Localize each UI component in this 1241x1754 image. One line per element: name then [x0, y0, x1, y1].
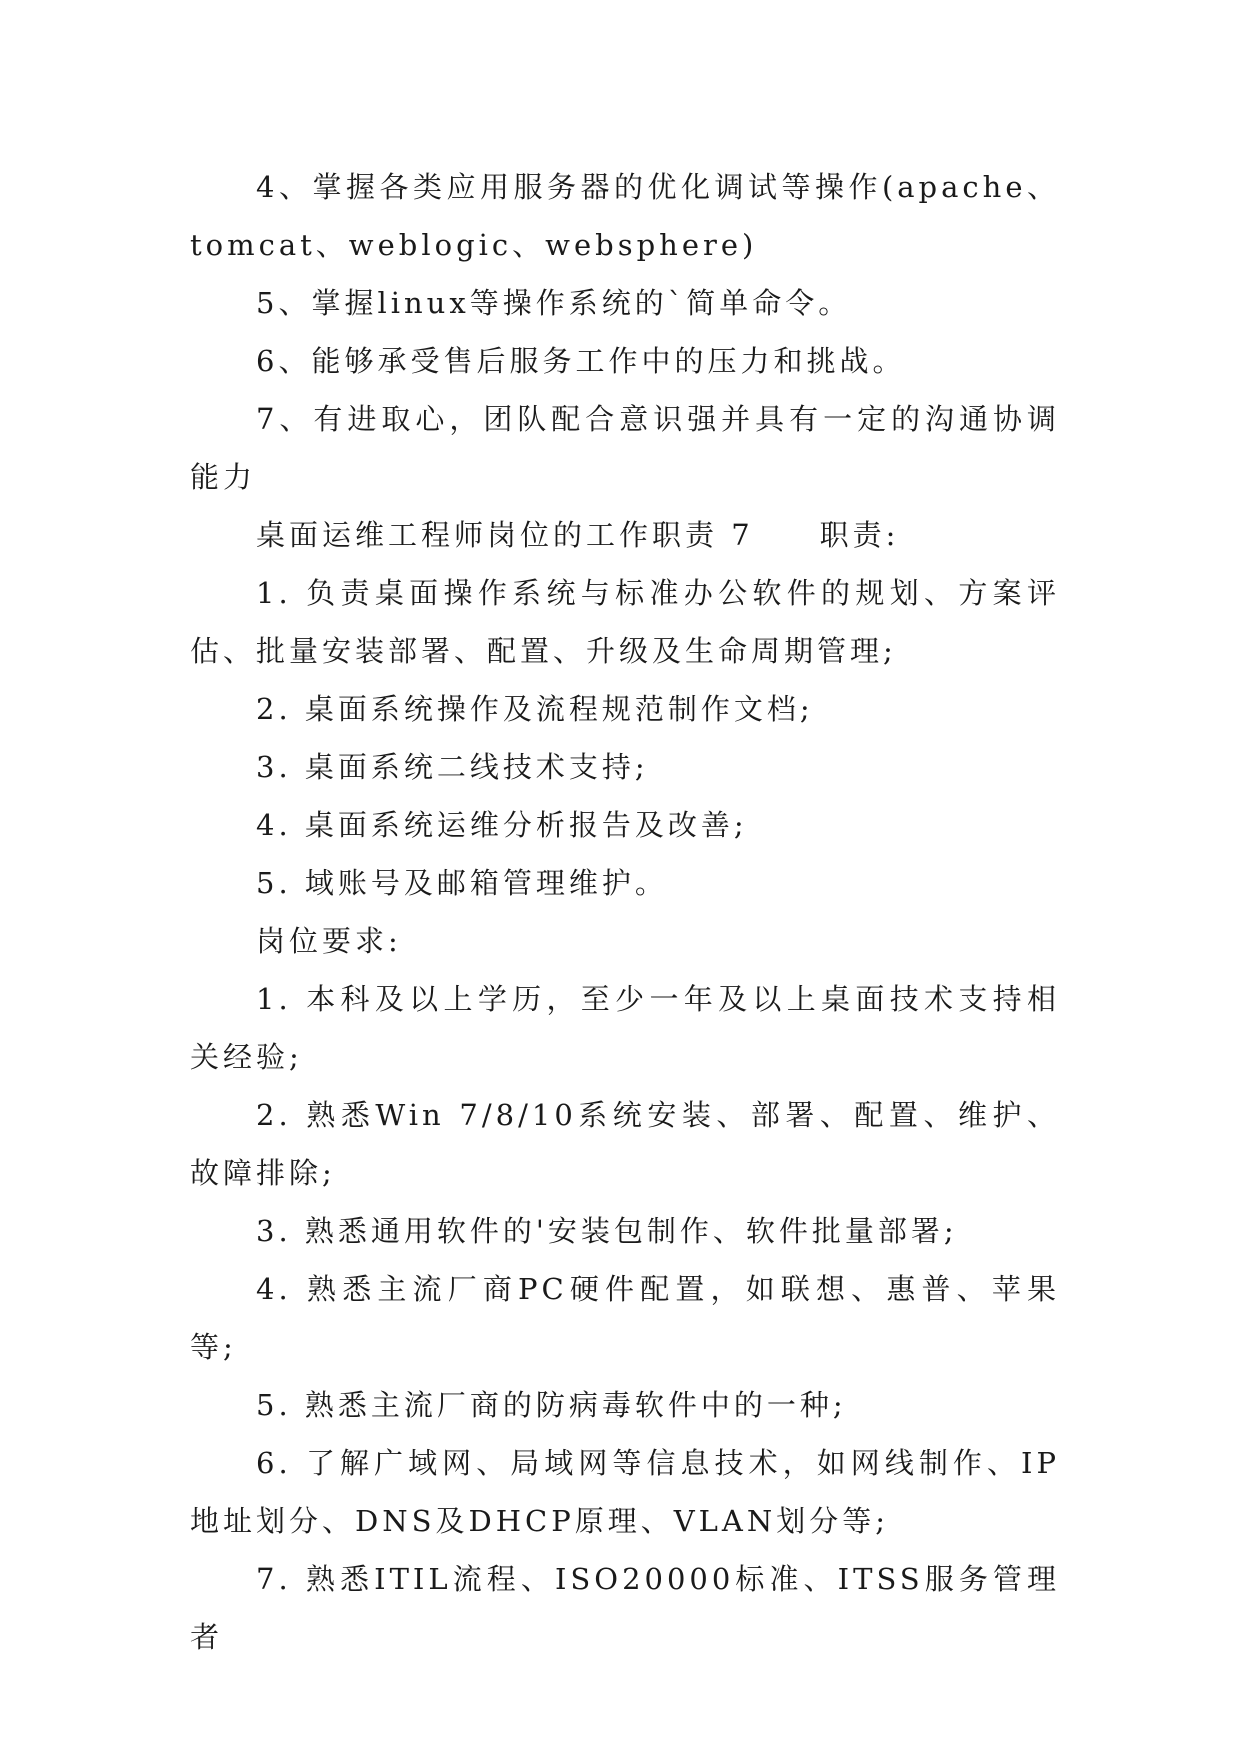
- paragraph-duty-5: 5. 域账号及邮箱管理维护。: [256, 866, 668, 900]
- paragraph-duty-3: 3. 桌面系统二线技术支持;: [256, 750, 649, 784]
- paragraph-req-5: 5、掌握linux等操作系统的`简单命令。: [256, 286, 852, 320]
- paragraph-duty-4: 4. 桌面系统运维分析报告及改善;: [256, 808, 748, 842]
- paragraph-requirement-7: 7. 熟悉ITIL流程、ISO20000标准、ITSS服务管理者: [190, 1562, 1060, 1654]
- paragraph-requirement-4: 4. 熟悉主流厂商PC硬件配置，如联想、惠普、苹果等;: [190, 1272, 1060, 1364]
- paragraph-req-6: 6、能够承受售后服务工作中的压力和挑战。: [256, 344, 906, 378]
- paragraph-requirement-1: 1. 本科及以上学历，至少一年及以上桌面技术支持相关经验;: [190, 982, 1060, 1074]
- paragraph-requirement-5: 5. 熟悉主流厂商的防病毒软件中的一种;: [256, 1388, 847, 1422]
- paragraph-requirement-3: 3. 熟悉通用软件的'安装包制作、软件批量部署;: [256, 1214, 958, 1248]
- paragraph-requirement-6: 6. 了解广域网、局域网等信息技术，如网线制作、IP地址划分、DNS及DHCP原理、VLAN划分等;: [190, 1446, 1060, 1538]
- section-heading-requirements: 岗位要求:: [256, 924, 402, 958]
- paragraph-duty-1: 1. 负责桌面操作系统与标准办公软件的规划、方案评估、批量安装部署、配置、升级及生命周期管理;: [190, 576, 1060, 668]
- section-heading-duties: 桌面运维工程师岗位的工作职责 7 职责:: [256, 518, 900, 552]
- paragraph-req-7: 7、有进取心，团队配合意识强并具有一定的沟通协调能力: [190, 402, 1060, 494]
- paragraph-requirement-2: 2. 熟悉Win 7/8/10系统安装、部署、配置、维护、故障排除;: [190, 1098, 1060, 1190]
- paragraph-duty-2: 2. 桌面系统操作及流程规范制作文档;: [256, 692, 814, 726]
- document-body: [190, 158, 1060, 1666]
- paragraph-req-4: 4、掌握各类应用服务器的优化调试等操作(apache、tomcat、weblogic、websphere): [190, 170, 1060, 262]
